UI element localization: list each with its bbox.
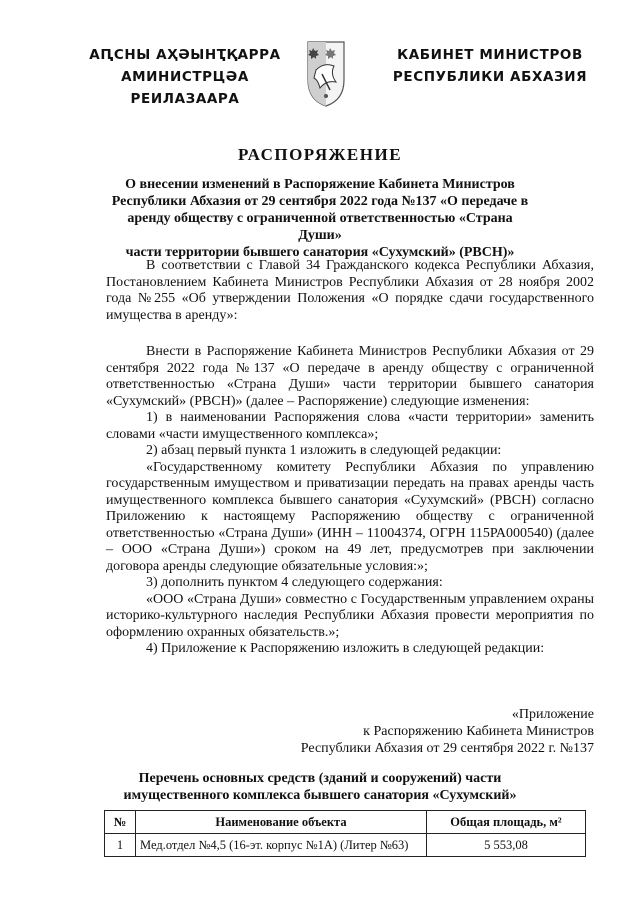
change-item-2: 2) абзац первый пункта 1 изложить в следующей редакции: bbox=[146, 443, 502, 458]
appendix-reference bbox=[301, 706, 594, 757]
appendix-line: к Распоряжению Кабинета Министров bbox=[363, 724, 594, 739]
document-title: РАСПОРЯЖЕНИЕ bbox=[237, 145, 403, 164]
table-header-row bbox=[105, 811, 586, 834]
cell-name: Мед.отдел №4,5 (16-эт. корпус №1А) (Литер №63) bbox=[136, 834, 427, 857]
subject-line: части территории бывшего санатория «Сухумский» (РВСН)» bbox=[125, 245, 515, 260]
assets-table bbox=[104, 810, 586, 857]
table-title-line: Перечень основных средств (зданий и сооружений) части bbox=[138, 771, 502, 786]
change-item-4: 4) Приложение к Распоряжению изложить в следующей редакции: bbox=[146, 641, 545, 656]
change-item-1: 1) в наименовании Распоряжения слова «части территории» заменить словами «части имущественного комплекса»; bbox=[106, 410, 594, 442]
document-body bbox=[106, 258, 594, 658]
subject-line: аренду обществу с ограниченной ответственностью «Страна Души» bbox=[127, 211, 513, 243]
coat-of-arms-icon bbox=[304, 40, 348, 108]
appendix-line: «Приложение bbox=[511, 707, 594, 722]
quoted-paragraph-2: «ООО «Страна Души» совместно с Государственным управлением охраны историко-культурного наследия Республики Абхазия провести мероприятия по оформлению охранных обязательств.»; bbox=[106, 591, 594, 640]
subject-line: Республики Абхазия от 29 сентября 2022 года №137 «О передаче в bbox=[111, 194, 529, 209]
subject-line: О внесении изменений в Распоряжение Кабинета Министров bbox=[125, 177, 515, 192]
table-title-line: имущественного комплекса бывшего санатория «Сухумский» bbox=[123, 788, 517, 803]
preamble-paragraph: В соответствии с Главой 34 Гражданского кодекса Республики Абхазия, Постановлением Кабинета Министров Республики Абхазия от 28 ноября 2002 года №255 «Об утверждении Положения «О порядке сдачи государственного имущества в аренду»: bbox=[106, 258, 594, 323]
header-russian bbox=[380, 44, 600, 88]
header-right-line2: РЕСПУБЛИКИ АБХАЗИЯ bbox=[392, 69, 588, 85]
change-item-3: 3) дополнить пунктом 4 следующего содержания: bbox=[146, 575, 443, 590]
header-abkhaz bbox=[70, 44, 300, 110]
cell-area: 5 553,08 bbox=[427, 834, 586, 857]
quoted-paragraph-1: «Государственному комитету Республики Абхазия по управлению государственным имуществом и приватизации передать на правах аренды часть имущественного комплекса бывшего санатория «Сухумский» (РВСН) согласно Приложению к настоящему Распоряжению обществу с ограниченной ответственностью «Страна Души» (ИНН – 11004374, ОГРН 115РА000540) (далее – ООО «Страна Души») сроком на 49 лет, предусмотрев при заключении договора аренды следующие обязательные условия:»; bbox=[106, 459, 594, 574]
cell-number: 1 bbox=[105, 834, 136, 857]
table-row bbox=[105, 834, 586, 857]
header-left-line2: АМИНИСТРЦӘА РЕИЛАЗААРА bbox=[121, 69, 249, 107]
resolution-paragraph: Внести в Распоряжение Кабинета Министров Республики Абхазия от 29 сентября 2022 года №137 «О передаче в аренду обществу с ограниченной ответственностью «Страна Души» части территории бывшего санатория «Сухумский» (РВСН)» (далее – Распоряжение) следующие изменения: bbox=[106, 344, 594, 409]
col-name-header: Наименование объекта bbox=[136, 811, 427, 834]
col-area-header: Общая площадь, м² bbox=[427, 811, 586, 834]
table-title bbox=[0, 770, 640, 804]
header-right-line1: КАБИНЕТ МИНИСТРОВ bbox=[397, 47, 583, 63]
appendix-line: Республики Абхазия от 29 сентября 2022 г. №137 bbox=[300, 741, 594, 756]
document-subject bbox=[110, 176, 530, 261]
col-number-header: № bbox=[105, 811, 136, 834]
header-left-line1: АԤСНЫ АҲӘЫНҬҚАРРА bbox=[89, 47, 281, 63]
